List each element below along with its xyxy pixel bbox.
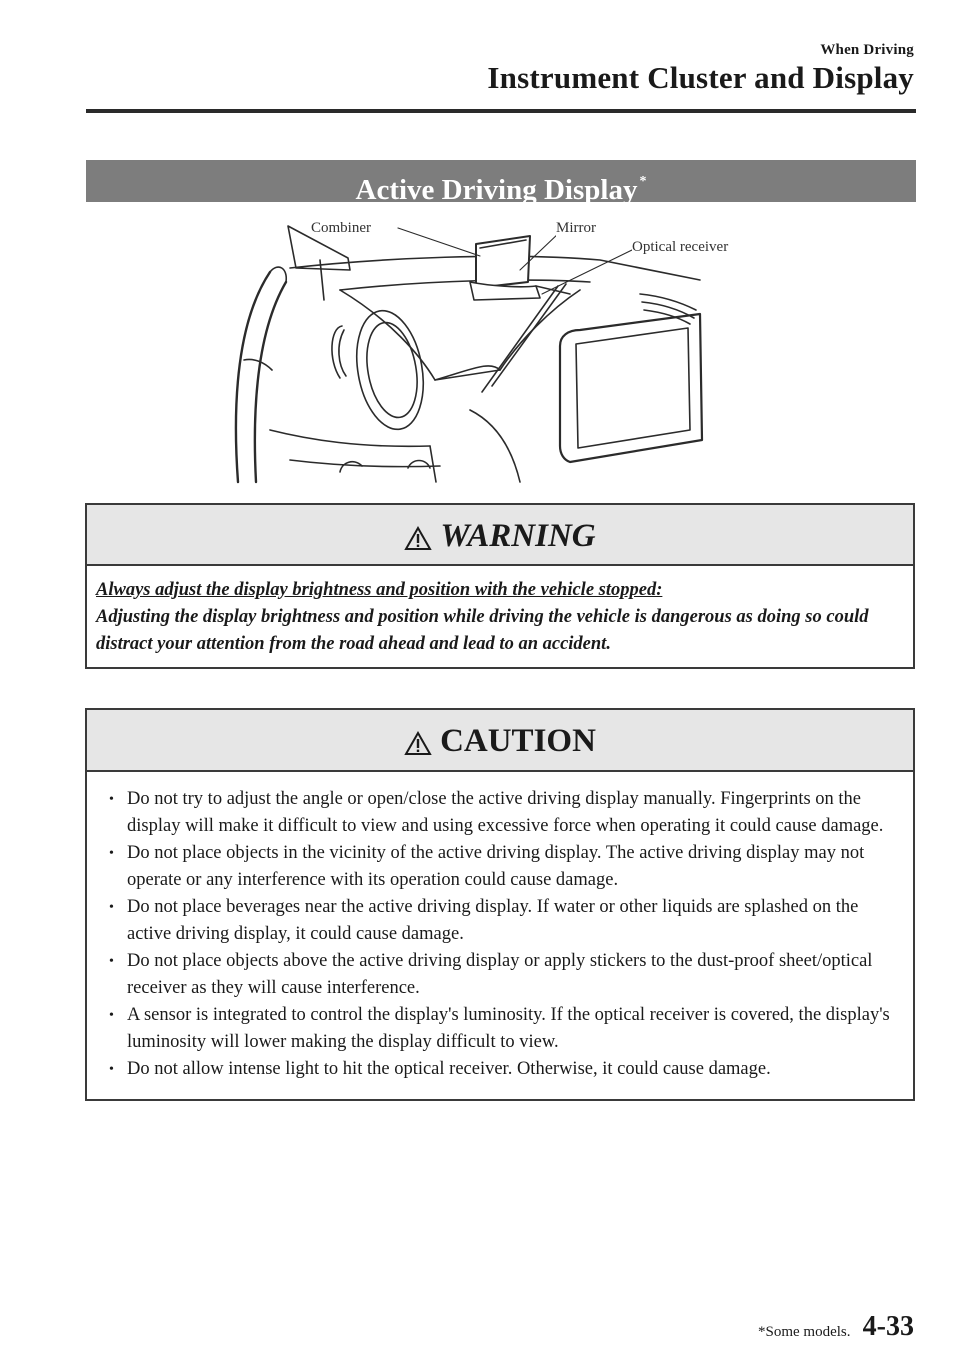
warning-lead: Always adjust the display brightness and position with the vehicle stopped: — [96, 580, 663, 600]
caution-item: • Do not allow intense light to hit the optical receiver. Otherwise, it could cause damage. — [109, 1056, 907, 1083]
warning-box — [85, 503, 915, 669]
warning-title: WARNING — [440, 518, 596, 554]
warning-text: Adjusting the display brightness and position while driving the vehicle is dangerous as doing so could distract your attention from the road ahead and lead to an accident. — [96, 607, 869, 654]
section-title: Active Driving Display — [355, 174, 638, 206]
some-models-marker: * — [639, 174, 647, 189]
label-optical-receiver: Optical receiver — [632, 239, 729, 255]
warning-header — [87, 505, 913, 566]
caution-list — [87, 772, 913, 1083]
label-combiner: Combiner — [311, 220, 371, 236]
warning-body — [87, 566, 913, 658]
header-title: Instrument Cluster and Display — [487, 60, 914, 95]
caution-item: • A sensor is integrated to control the display's luminosity. If the optical receiver is covered, the display's luminosity will lower making the display difficult to view. — [109, 1002, 907, 1056]
header-rule — [86, 109, 916, 113]
caution-item: • Do not place beverages near the active driving display. If water or other liquids are splashed on the active driving display, it could cause damage. — [109, 894, 907, 948]
caution-item: • Do not place objects above the active driving display or apply stickers to the dust-proof sheet/optical receiver as they will cause interference. — [109, 948, 907, 1002]
label-mirror: Mirror — [556, 220, 596, 236]
caution-item: • Do not try to adjust the angle or open/close the active driving display manually. Fingerprints on the display will make it difficult to view and using excessive force when operating it could cause damage. — [109, 786, 907, 840]
header-section-label: When Driving — [820, 42, 914, 58]
section-title-bar — [86, 160, 916, 206]
caution-triangle-icon — [404, 731, 432, 756]
footnote-some-models: *Some models. — [758, 1324, 851, 1340]
caution-box — [85, 708, 915, 1101]
caution-title: CAUTION — [440, 723, 596, 759]
caution-header — [87, 710, 913, 772]
caution-item: • Do not place objects in the vicinity of the active driving display. The active driving display may not operate or any interference with its operation could cause damage. — [109, 840, 907, 894]
page-number: 4-33 — [862, 1311, 914, 1342]
warning-triangle-icon — [404, 526, 432, 551]
